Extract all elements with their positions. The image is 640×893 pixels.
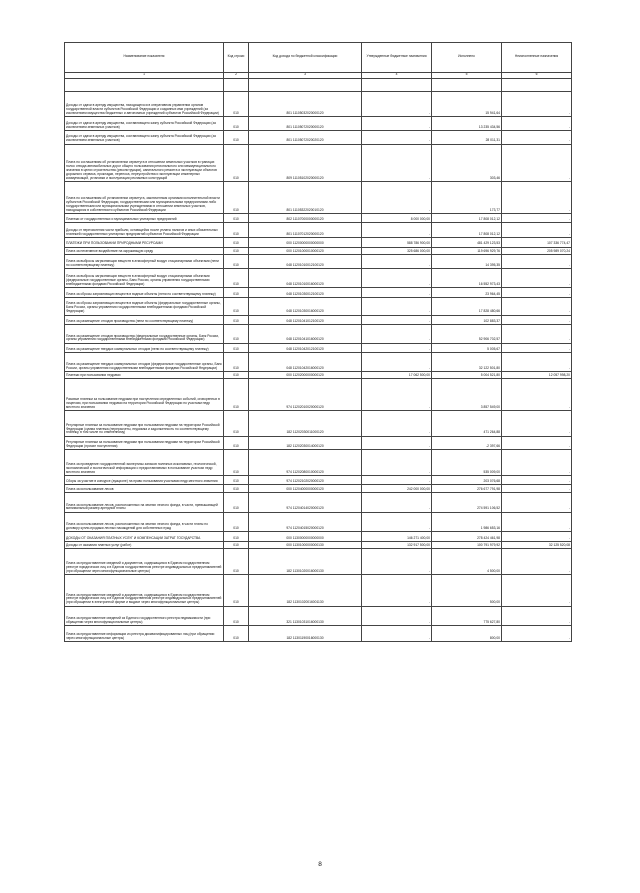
row-executed: 23 964,45 bbox=[432, 288, 502, 298]
row-unexecuted: - bbox=[502, 475, 572, 485]
row-income-code: 048 11201010016000120 bbox=[249, 268, 362, 288]
row-executed: 203 076,68 bbox=[432, 475, 502, 485]
row-line-code: 010 bbox=[224, 117, 249, 131]
row-income-code: 974 11202010020000120 bbox=[249, 379, 362, 411]
row-executed: 173,77 bbox=[432, 182, 502, 214]
row-name: Плата за размещение твердых коммунальных отходов (пени по соответствующему платежу) bbox=[65, 343, 224, 353]
row-line-code: 010 bbox=[224, 182, 249, 214]
row-income-code: 048 11201041016000120 bbox=[249, 325, 362, 344]
row-executed: 102 883,37 bbox=[432, 315, 502, 325]
row-approved: - bbox=[362, 475, 432, 485]
row-income-code: 048 11201041012100120 bbox=[249, 315, 362, 325]
row-unexecuted: - bbox=[502, 450, 572, 476]
row-name: Платежи при пользовании недрами bbox=[65, 371, 224, 379]
row-unexecuted: - bbox=[502, 626, 572, 642]
row-executed: 274 591 106,52 bbox=[432, 493, 502, 513]
table-row bbox=[65, 485, 572, 493]
row-name: Плата за размещение отходов производства (пени по соответствующему платежу) bbox=[65, 315, 224, 325]
table-row bbox=[65, 130, 572, 144]
table-body bbox=[65, 79, 572, 642]
row-approved: - bbox=[362, 297, 432, 315]
row-line-code: 010 bbox=[224, 485, 249, 493]
row-name: Плата за размещение твердых коммунальных отходов (федеральные государственные органы, Банк России, органы управления государственными внебюджетными фондами Российской Федерации) bbox=[65, 353, 224, 372]
row-line-code: 010 bbox=[224, 575, 249, 607]
table-row bbox=[65, 297, 572, 315]
row-name: Плата за использование лесов, расположенных на землях лесного фонда, в части, превышающей минимальный размер арендной платы bbox=[65, 493, 224, 513]
row-approved: - bbox=[362, 117, 432, 131]
row-income-code: 048 11201030016000120 bbox=[249, 297, 362, 315]
row-line-code: 010 bbox=[224, 512, 249, 532]
row-unexecuted: - bbox=[502, 549, 572, 575]
row-line-code: 010 bbox=[224, 541, 249, 549]
header-income-code: Код дохода по бюджетной классификации bbox=[249, 43, 362, 73]
row-income-code: 182 11301020016001130 bbox=[249, 575, 362, 607]
row-line-code: 010 bbox=[224, 549, 249, 575]
row-approved: 146 271 400,00 bbox=[362, 532, 432, 542]
row-approved: - bbox=[362, 268, 432, 288]
row-name: Разовые платежи за пользование недрами при наступлении определенных событий, оговоренных в лицензии, при пользовании недрами на территории Российской Федерации по участкам недр местного значения bbox=[65, 379, 224, 411]
row-income-code: 801 11105072020000120 bbox=[249, 117, 362, 131]
row-approved: - bbox=[362, 411, 432, 437]
row-name: Регулярные платежи за пользование недрами при пользовании недрами на территории Российской Федерации (прочие поступления) bbox=[65, 436, 224, 450]
row-line-code: 010 bbox=[224, 532, 249, 542]
row-income-code: 321 11301031016000130 bbox=[249, 606, 362, 626]
table-row bbox=[65, 223, 572, 238]
row-unexecuted: - bbox=[502, 91, 572, 117]
row-name: Плата за проведение государственной экспертизы запасов полезных ископаемых, геологической, экономической и экологической информации о предоставляемых в пользование участках недр местного значения bbox=[65, 450, 224, 476]
row-executed: 775 627,80 bbox=[432, 606, 502, 626]
table-row bbox=[65, 247, 572, 255]
row-unexecuted: - bbox=[502, 223, 572, 238]
row-income-code: 000 11201000010000120 bbox=[249, 247, 362, 255]
table-row bbox=[65, 343, 572, 353]
header-unexecuted: Неисполненные назначения bbox=[502, 43, 572, 73]
row-approved: - bbox=[362, 130, 432, 144]
table-row bbox=[65, 436, 572, 450]
row-unexecuted: 107 336 774,47 bbox=[502, 237, 572, 247]
table-row bbox=[65, 512, 572, 532]
row-executed: 5 004 521,80 bbox=[432, 371, 502, 379]
row-executed: 119 696 929,76 bbox=[432, 247, 502, 255]
table-row bbox=[65, 325, 572, 344]
row-income-code: 801 11105032020000120 bbox=[249, 91, 362, 117]
row-line-code: 010 bbox=[224, 237, 249, 247]
row-line-code: 010 bbox=[224, 343, 249, 353]
row-executed: -2 397,66 bbox=[432, 436, 502, 450]
row-name: Плата за выбросы загрязняющих веществ в атмосферный воздух стационарными объектами (федеральные государственные органы, Банк России, органы управления государственными внебюджетными фондами Российской Федерации) bbox=[65, 268, 224, 288]
row-unexecuted: - bbox=[502, 255, 572, 269]
row-name: Плата за сбросы загрязняющих веществ в водные объекты (федеральные государственные органы, Банк России, органы управления государственными внебюджетными фондами Российской Федерации) bbox=[65, 297, 224, 315]
row-unexecuted: - bbox=[502, 315, 572, 325]
row-executed: 500,00 bbox=[432, 575, 502, 607]
row-line-code: 010 bbox=[224, 626, 249, 642]
row-approved: - bbox=[362, 606, 432, 626]
row-line-code: 010 bbox=[224, 144, 249, 182]
row-approved: 17 062 500,00 bbox=[362, 371, 432, 379]
row-unexecuted: - bbox=[502, 411, 572, 437]
row-approved: 325 686 000,00 bbox=[362, 247, 432, 255]
row-name: Плата за размещение отходов производства (федеральные государственные органы, Банк России, органы управления государственными внебюджетными фондами Российской Федерации) bbox=[65, 325, 224, 344]
table-row bbox=[65, 493, 572, 513]
table-row bbox=[65, 532, 572, 542]
row-line-code: 010 bbox=[224, 353, 249, 372]
row-unexecuted: - bbox=[502, 288, 572, 298]
row-executed: 17 808 012,12 bbox=[432, 213, 502, 223]
table-row bbox=[65, 315, 572, 325]
row-approved: - bbox=[362, 325, 432, 344]
row-income-code: 000 11204000000000120 bbox=[249, 485, 362, 493]
row-executed: 17 808 012,12 bbox=[432, 223, 502, 238]
row-line-code: 010 bbox=[224, 91, 249, 117]
row-income-code: 048 11201042016000120 bbox=[249, 353, 362, 372]
table-row bbox=[65, 91, 572, 117]
row-name: Доходы от перечисления части прибыли, остающейся после уплаты налогов и иных обязательных платежей государственных унитарных предприятий субъектов Российской Федерации bbox=[65, 223, 224, 238]
budget-execution-table bbox=[64, 42, 572, 642]
row-unexecuted: - bbox=[502, 379, 572, 411]
table-row bbox=[65, 182, 572, 214]
row-name: Сборы за участие в конкурсе (аукционе) на право пользования участками недр местного значения bbox=[65, 475, 224, 485]
row-income-code: 801 11105322020010120 bbox=[249, 182, 362, 214]
row-approved: - bbox=[362, 626, 432, 642]
page-number: 8 bbox=[318, 861, 322, 868]
row-approved: 242 000 000,00 bbox=[362, 485, 432, 493]
row-line-code: 010 bbox=[224, 268, 249, 288]
row-approved: - bbox=[362, 575, 432, 607]
row-line-code: 010 bbox=[224, 297, 249, 315]
row-unexecuted: - bbox=[502, 130, 572, 144]
row-executed: 52 906 702,57 bbox=[432, 325, 502, 344]
row-executed: 1 986 653,16 bbox=[432, 512, 502, 532]
row-name: ПЛАТЕЖИ ПРИ ПОЛЬЗОВАНИИ ПРИРОДНЫМИ РЕСУРСАМИ bbox=[65, 237, 224, 247]
row-approved: 8 000 000,00 bbox=[362, 213, 432, 223]
row-line-code: 010 bbox=[224, 213, 249, 223]
row-income-code: 048 11201030012100120 bbox=[249, 288, 362, 298]
row-name: Плата за выбросы загрязняющих веществ в атмосферный воздух стационарными объектами (пени по соответствующему платежу) bbox=[65, 255, 224, 269]
row-income-code: 801 11107012020000120 bbox=[249, 223, 362, 238]
row-line-code: 010 bbox=[224, 315, 249, 325]
row-executed: 4 500,00 bbox=[432, 549, 502, 575]
row-unexecuted: - bbox=[502, 532, 572, 542]
row-approved: - bbox=[362, 379, 432, 411]
row-name: Доходы от сдачи в аренду имущества, находящегося в оперативном управлении органов государственной власти субъектов Российской Федерации и созданных ими учреждений (за исключением имущества бюджетных и автономных учреждений субъектов Российской Федерации) bbox=[65, 91, 224, 117]
table-row bbox=[65, 353, 572, 372]
row-line-code: 010 bbox=[224, 475, 249, 485]
table-row bbox=[65, 626, 572, 642]
row-name: Доходы от оказания платных услуг (работ) bbox=[65, 541, 224, 549]
row-name: Доходы от сдачи в аренду имущества, составляющего казну субъекта Российской Федерации (за исключением земельных участков) bbox=[65, 130, 224, 144]
row-name: Плата за сбросы загрязняющих веществ в водные объекты (пени по соответствующему платежу) bbox=[65, 288, 224, 298]
row-name: Плата за предоставление сведений из Единого государственного реестра недвижимости (при обращении через многофункциональные центры) bbox=[65, 606, 224, 626]
table-row bbox=[65, 541, 572, 549]
row-income-code: 000 11301000000000130 bbox=[249, 541, 362, 549]
row-income-code: 048 11201010012100120 bbox=[249, 255, 362, 269]
row-approved: - bbox=[362, 353, 432, 372]
header-line-code: Код строки bbox=[224, 43, 249, 73]
column-number: 4 bbox=[362, 72, 432, 79]
row-unexecuted: - bbox=[502, 325, 572, 344]
table-row bbox=[65, 213, 572, 223]
row-income-code: 000 11202000000000120 bbox=[249, 371, 362, 379]
row-income-code: 802 11107000000000120 bbox=[249, 213, 362, 223]
row-approved: - bbox=[362, 315, 432, 325]
table-row bbox=[65, 255, 572, 269]
row-approved: - bbox=[362, 144, 432, 182]
row-executed: 471 264,88 bbox=[432, 411, 502, 437]
row-executed: 5 005,67 bbox=[432, 343, 502, 353]
row-line-code: 010 bbox=[224, 411, 249, 437]
table-row bbox=[65, 288, 572, 298]
row-line-code: 010 bbox=[224, 436, 249, 450]
row-unexecuted: - bbox=[502, 213, 572, 223]
row-line-code: 010 bbox=[224, 606, 249, 626]
row-unexecuted: - bbox=[502, 485, 572, 493]
row-name: ДОХОДЫ ОТ ОКАЗАНИЯ ПЛАТНЫХ УСЛУГ И КОМПЕНСАЦИИ ЗАТРАТ ГОСУДАРСТВА bbox=[65, 532, 224, 542]
table-header-row bbox=[65, 43, 572, 73]
row-executed: 278 424 461,98 bbox=[432, 532, 502, 542]
row-unexecuted: - bbox=[502, 117, 572, 131]
spacer-row bbox=[65, 79, 572, 92]
row-approved: 132 917 500,00 bbox=[362, 541, 432, 549]
row-unexecuted: - bbox=[502, 512, 572, 532]
row-approved: - bbox=[362, 512, 432, 532]
row-name: Плата за предоставление сведений и документов, содержащихся в Едином государственном реестре юридических лиц и в Едином государственном реестре индивидуальных предпринимателей (при обращении в электронной форме и выдаче через многофункциональные центры) bbox=[65, 575, 224, 607]
row-unexecuted: - bbox=[502, 606, 572, 626]
row-name: Регулярные платежи за пользование недрами при пользовании недрами на территории Российской Федерации (сумма платежа (перерасчеты, недоимка и задолженность по соответствующему платежу, в том числе по отмененному) bbox=[65, 411, 224, 437]
row-name: Плата за использование лесов bbox=[65, 485, 224, 493]
row-line-code: 010 bbox=[224, 288, 249, 298]
row-income-code: 809 11105102020000120 bbox=[249, 144, 362, 182]
header-approved: Утвержденные бюджетные назначения bbox=[362, 43, 432, 73]
row-name: Доходы от сдачи в аренду имущества, составляющего казну субъекта Российской Федерации (за исключением земельных участков) bbox=[65, 117, 224, 131]
table-row bbox=[65, 450, 572, 476]
table-row bbox=[65, 371, 572, 379]
row-approved: - bbox=[362, 493, 432, 513]
table-row bbox=[65, 237, 572, 247]
row-approved: - bbox=[362, 436, 432, 450]
row-line-code: 010 bbox=[224, 450, 249, 476]
column-number: 1 bbox=[65, 72, 224, 79]
header-executed: Исполнено bbox=[432, 43, 502, 73]
row-approved: - bbox=[362, 182, 432, 214]
row-executed: 3 857 549,00 bbox=[432, 379, 502, 411]
row-income-code: 182 11202030014000120 bbox=[249, 436, 362, 450]
row-name: Плата по соглашениям об установлении сервитута в отношении земельных участков в границах полос отвода автомобильных дорог общего пользования регионального или межмуниципального значения в целях строительства (реконструкции), капитального ремонта и эксплуатации объектов дорожного сервиса, прокладки, переноса, переустройства и эксплуатации инженерных коммуникаций, установки и эксплуатации рекламных конструкций bbox=[65, 144, 224, 182]
row-unexecuted: - bbox=[502, 268, 572, 288]
row-line-code: 010 bbox=[224, 379, 249, 411]
row-unexecuted: - bbox=[502, 297, 572, 315]
row-name: Плата за негативное воздействие на окружающую среду bbox=[65, 247, 224, 255]
row-income-code: 048 11201042012100120 bbox=[249, 343, 362, 353]
row-unexecuted: - bbox=[502, 436, 572, 450]
row-income-code: 182 11301020016000130 bbox=[249, 549, 362, 575]
row-approved: - bbox=[362, 255, 432, 269]
row-income-code: 974 11202102020000120 bbox=[249, 475, 362, 485]
row-unexecuted: - bbox=[502, 144, 572, 182]
row-executed: 276 677 791,98 bbox=[432, 485, 502, 493]
row-executed: 800,00 bbox=[432, 626, 502, 642]
row-unexecuted: 205 989 070,24 bbox=[502, 247, 572, 255]
report-sheet bbox=[64, 42, 571, 642]
table-row bbox=[65, 268, 572, 288]
table-row bbox=[65, 117, 572, 131]
row-unexecuted: - bbox=[502, 575, 572, 607]
row-income-code: 974 11204014020000120 bbox=[249, 493, 362, 513]
row-executed: 303,46 bbox=[432, 144, 502, 182]
table-row bbox=[65, 379, 572, 411]
row-executed: 17 828 480,66 bbox=[432, 297, 502, 315]
column-number: 5 bbox=[432, 72, 502, 79]
row-line-code: 010 bbox=[224, 223, 249, 238]
row-income-code: 000 11200000000000000 bbox=[249, 237, 362, 247]
row-line-code: 010 bbox=[224, 325, 249, 344]
row-unexecuted: 32 125 520,08 bbox=[502, 541, 572, 549]
row-executed: 15 941,64 bbox=[432, 91, 502, 117]
column-number: 2 bbox=[224, 72, 249, 79]
table-row bbox=[65, 606, 572, 626]
row-name: Плата по соглашениям об установлении сервитута, заключенным органами исполнительной власти субъектов Российской Федерации, государственными или муниципальными предприятиями либо государственными или муниципальными учреждениями в отношении земельных участков, находящихся в собственности субъектов Российской Федерации bbox=[65, 182, 224, 214]
row-executed: 14 395,35 bbox=[432, 255, 502, 269]
row-approved: - bbox=[362, 288, 432, 298]
row-executed: 481 429 123,53 bbox=[432, 237, 502, 247]
table-row bbox=[65, 475, 572, 485]
row-unexecuted: - bbox=[502, 343, 572, 353]
row-income-code: 974 11204015020000120 bbox=[249, 512, 362, 532]
row-line-code: 010 bbox=[224, 371, 249, 379]
row-unexecuted: - bbox=[502, 182, 572, 214]
row-line-code: 010 bbox=[224, 247, 249, 255]
row-line-code: 010 bbox=[224, 493, 249, 513]
row-name: Плата за использование лесов, расположенных на землях лесного фонда, в части платы по договору купли-продажи лесных насаждений для собственных нужд bbox=[65, 512, 224, 532]
table-row bbox=[65, 575, 572, 607]
column-number: 3 bbox=[249, 72, 362, 79]
row-approved: - bbox=[362, 223, 432, 238]
row-unexecuted: - bbox=[502, 493, 572, 513]
row-executed: 13 235 434,56 bbox=[432, 117, 502, 131]
column-number-row bbox=[65, 72, 572, 79]
column-number: 6 bbox=[502, 72, 572, 79]
row-name: Плата за предоставление сведений и документов, содержащихся в Едином государственном реестре юридических лиц и в Едином государственном реестре индивидуальных предпринимателей (при обращении через многофункциональные центры) bbox=[65, 549, 224, 575]
row-approved: - bbox=[362, 549, 432, 575]
row-approved: 588 786 900,00 bbox=[362, 237, 432, 247]
row-income-code: 000 11300000000000000 bbox=[249, 532, 362, 542]
row-unexecuted: - bbox=[502, 353, 572, 372]
row-approved: - bbox=[362, 343, 432, 353]
row-unexecuted: 12 057 998,20 bbox=[502, 371, 572, 379]
row-income-code: 801 11105072020020120 bbox=[249, 130, 362, 144]
row-executed: 100 791 979,92 bbox=[432, 541, 502, 549]
header-name: Наименование показателя bbox=[65, 43, 224, 73]
row-line-code: 010 bbox=[224, 255, 249, 269]
row-executed: 16 552 973,43 bbox=[432, 268, 502, 288]
row-name: Плата за предоставление информации из реестра дисквалифицированных лиц (при обращении через многофункциональные центры) bbox=[65, 626, 224, 642]
row-executed: 535 009,00 bbox=[432, 450, 502, 476]
row-approved: - bbox=[362, 91, 432, 117]
table-row bbox=[65, 549, 572, 575]
row-name: Платежи от государственных и муниципальных унитарных предприятий bbox=[65, 213, 224, 223]
row-executed: 32 122 501,80 bbox=[432, 353, 502, 372]
row-income-code: 182 11202030011000120 bbox=[249, 411, 362, 437]
row-approved: - bbox=[362, 450, 432, 476]
row-income-code: 974 11202080010000120 bbox=[249, 450, 362, 476]
row-executed: 28 011,31 bbox=[432, 130, 502, 144]
row-income-code: 182 11301190016000130 bbox=[249, 626, 362, 642]
table-row bbox=[65, 411, 572, 437]
table-row bbox=[65, 144, 572, 182]
row-line-code: 010 bbox=[224, 130, 249, 144]
